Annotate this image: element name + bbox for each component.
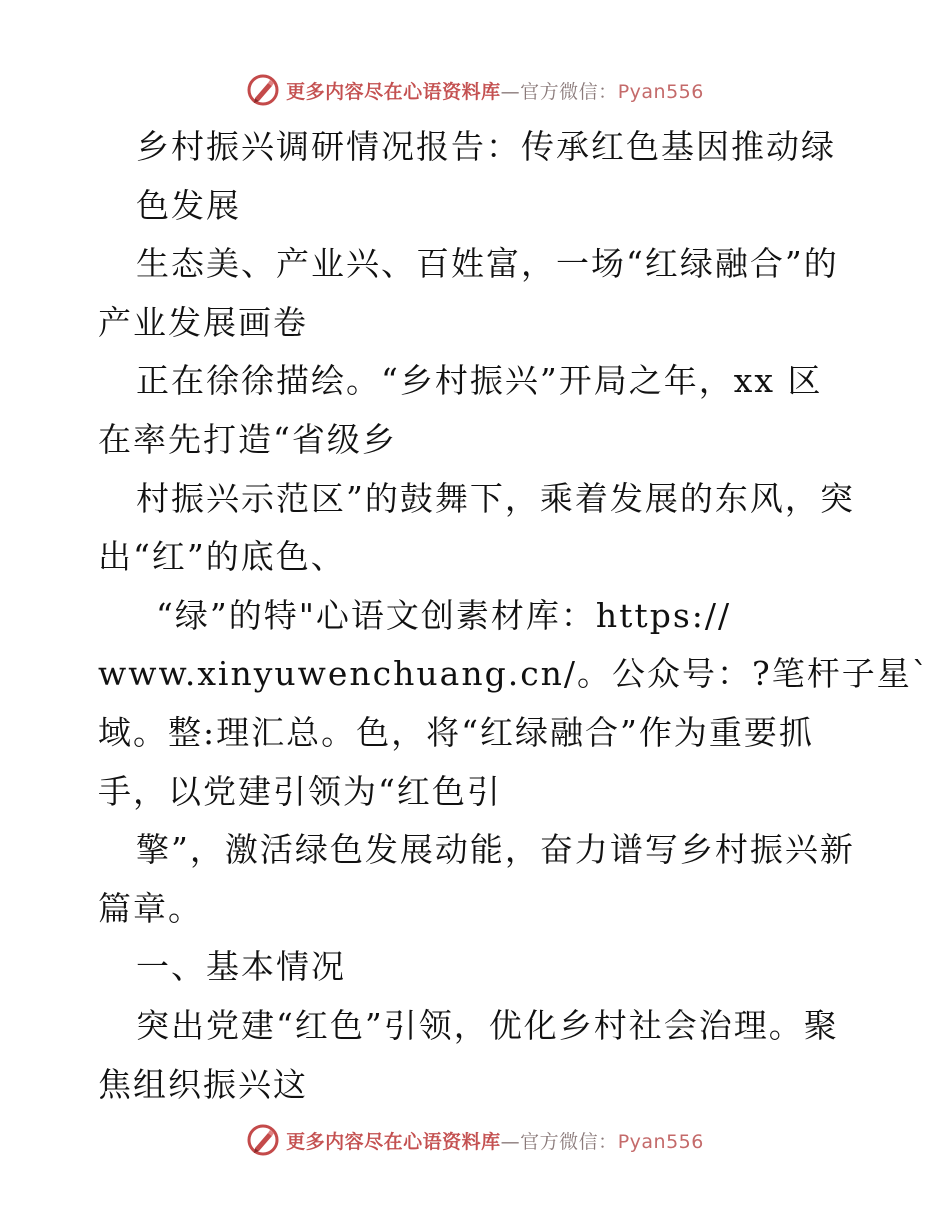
title-line-2: 色发展	[136, 185, 241, 225]
paragraph-line: 产业发展画卷	[98, 302, 308, 342]
watermark-wechat-id: Pyan556	[617, 80, 704, 103]
watermark-separator: —	[500, 1130, 521, 1153]
paragraph-line: 出“红”的底色、	[98, 537, 346, 577]
paragraph-line: 域。整:理汇总。色，将“红绿融合”作为重要抓	[98, 712, 814, 752]
paragraph-line: 村振兴示范区”的鼓舞下，乘着发展的东风，突	[136, 478, 855, 518]
watermark-text	[286, 1127, 704, 1154]
paragraph-line: 篇章。	[98, 888, 203, 928]
watermark-brand: 更多内容尽在心语资料库	[286, 1130, 501, 1153]
paragraph-line: 突出党建“红色”引领，优化乡村社会治理。聚	[136, 1005, 839, 1045]
paragraph-line: 生态美、产业兴、百姓富，一场“红绿融合”的	[136, 244, 839, 284]
paragraph-line: 正在徐徐描绘。“乡村振兴”开局之年，xx 区	[136, 361, 823, 401]
watermark-wechat-id: Pyan556	[617, 1130, 704, 1153]
watermark-separator: —	[500, 80, 521, 103]
watermark-official-label: 官方微信：	[520, 1130, 618, 1153]
pen-logo-icon	[246, 73, 280, 107]
paragraph-line-url: www.xinyuwenchuang.cn/。公众号：?笔杆子星`	[98, 654, 931, 694]
header-watermark	[0, 70, 950, 110]
watermark-text	[286, 77, 704, 104]
paragraph-line: 焦组织振兴这	[98, 1064, 308, 1104]
paragraph-line: 手，以党建引领为“红色引	[98, 771, 502, 811]
section-heading: 一、基本情况	[136, 947, 346, 987]
paragraph-line: “绿”的特"心语文创素材库：https://	[156, 595, 732, 635]
watermark-official-label: 官方微信：	[520, 80, 618, 103]
watermark-brand: 更多内容尽在心语资料库	[286, 80, 501, 103]
title-line-1: 乡村振兴调研情况报告：传承红色基因推动绿	[136, 127, 836, 166]
paragraph-line: 在率先打造“省级乡	[98, 419, 397, 459]
pen-logo-icon	[246, 1123, 280, 1157]
document-body	[98, 118, 931, 1114]
footer-watermark	[0, 1120, 950, 1160]
paragraph-line: 擎”，激活绿色发展动能，奋力谱写乡村振兴新	[136, 830, 855, 870]
